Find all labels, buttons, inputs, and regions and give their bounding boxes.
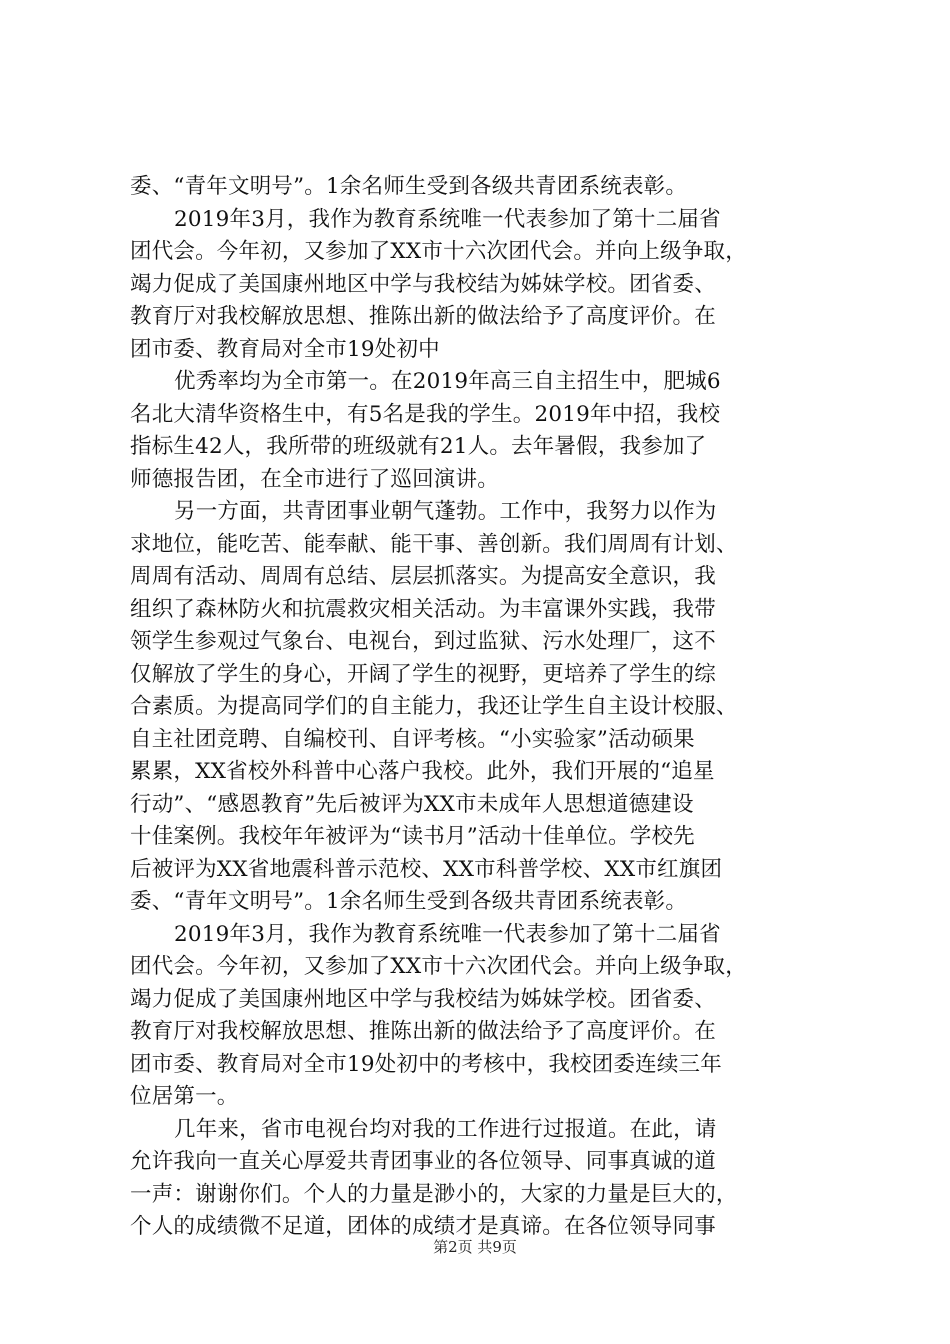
text-line: 团代会。今年初，又参加了XX市十六次团代会。并向上级争取， xyxy=(130,239,747,264)
text-line: 自主社团竞聘、自编校刊、自评考核。“小实验家”活动硕果 xyxy=(130,726,695,752)
text-line: 后被评为XX省地震科普示范校、XX市科普学校、XX市红旗团 xyxy=(130,856,723,882)
text-line: 竭力促成了美国康州地区中学与我校结为姊妹学校。团省委、 xyxy=(130,986,716,1012)
paragraph-start-line: 2019年3月，我作为教育系统唯一代表参加了第十二届省 xyxy=(174,921,721,947)
page-footer xyxy=(0,1237,950,1257)
text-line: 个人的成绩微不足道，团体的成绩才是真谛。在各位领导同事 xyxy=(130,1214,716,1239)
text-line: 师德报告团，在全市进行了巡回演讲。 xyxy=(130,466,499,492)
text-line: 累累，XX省校外科普中心落户我校。此外，我们开展的“追星 xyxy=(130,759,715,784)
text-line: 名北大清华资格生中，有5名是我的学生。2019年中招，我校 xyxy=(130,401,721,427)
text-line: 团市委、教育局对全市19处初中的考核中，我校团委连续三年 xyxy=(130,1051,722,1077)
text-line: 十佳案例。我校年年被评为“读书月”活动十佳单位。学校先 xyxy=(130,824,695,849)
text-line: 团市委、教育局对全市19处初中 xyxy=(130,336,440,362)
paragraph-start-line: 另一方面，共青团事业朝气蓬勃。工作中，我努力以作为 xyxy=(174,499,717,524)
text-line: 允许我向一直关心厚爱共青团事业的各位领导、同事真诚的道 xyxy=(130,1149,716,1174)
text-line: 领学生参观过气象台、电视台，到过监狱、污水处理厂，这不 xyxy=(130,629,716,654)
text-line: 委、“青年文明号”。1余名师生受到各级共青团系统表彰。 xyxy=(130,889,688,914)
text-line: 行动”、“感恩教育”先后被评为XX市未成年人思想道德建设 xyxy=(130,791,694,817)
text-line: 指标生42人，我所带的班级就有21人。去年暑假，我参加了 xyxy=(130,434,707,459)
page-number-label: 第2页 共9页 xyxy=(433,1238,517,1256)
text-line: 团代会。今年初，又参加了XX市十六次团代会。并向上级争取， xyxy=(130,954,747,979)
text-line: 周周有活动、周周有总结、层层抓落实。为提高安全意识，我 xyxy=(130,564,716,589)
text-line: 教育厅对我校解放思想、推陈出新的做法给予了高度评价。在 xyxy=(130,1019,716,1044)
paragraph-start-line: 优秀率均为全市第一。在2019年高三自主招生中，肥城6 xyxy=(174,369,721,394)
document-body xyxy=(130,171,830,1244)
text-line: 教育厅对我校解放思想、推陈出新的做法给予了高度评价。在 xyxy=(130,304,716,329)
text-line: 仅解放了学生的身心，开阔了学生的视野，更培养了学生的综 xyxy=(130,661,716,687)
text-line: 组织了森林防火和抗震救灾相关活动。为丰富课外实践，我带 xyxy=(130,596,716,622)
text-line: 合素质。为提高同学们的自主能力，我还让学生自主设计校服、 xyxy=(130,694,738,719)
paragraph-start-line: 2019年3月，我作为教育系统唯一代表参加了第十二届省 xyxy=(174,206,721,232)
text-line: 委、“青年文明号”。1余名师生受到各级共青团系统表彰。 xyxy=(130,174,688,199)
paragraph-start-line: 几年来，省市电视台均对我的工作进行过报道。在此，请 xyxy=(174,1116,717,1142)
text-line: 位居第一。 xyxy=(130,1084,239,1109)
text-line: 竭力促成了美国康州地区中学与我校结为姊妹学校。团省委、 xyxy=(130,271,716,297)
text-line: 求地位，能吃苦、能奉献、能干事、善创新。我们周周有计划、 xyxy=(130,531,738,557)
text-line: 一声：谢谢你们。个人的力量是渺小的，大家的力量是巨大的， xyxy=(130,1181,738,1207)
